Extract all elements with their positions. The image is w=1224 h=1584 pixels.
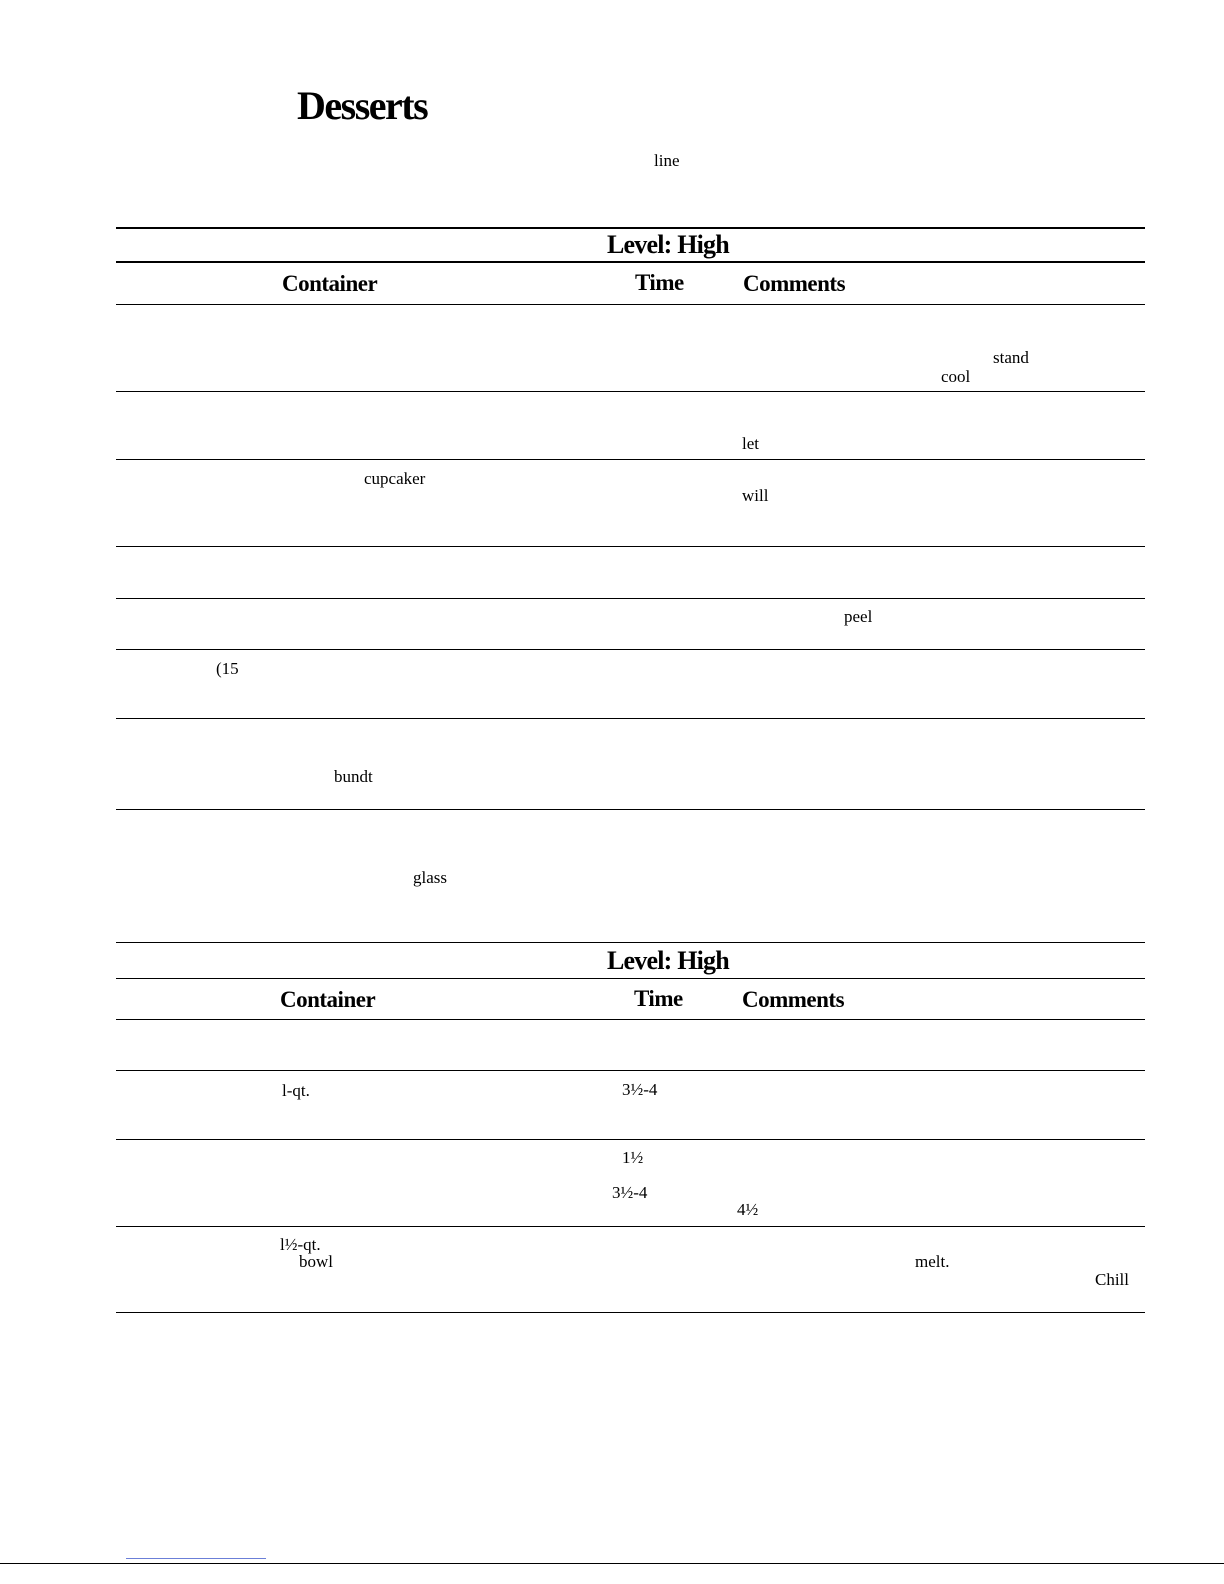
section1-header-rule xyxy=(116,304,1145,305)
table-row-divider xyxy=(116,1139,1145,1140)
table-cell-fragment: stand xyxy=(993,348,1029,367)
table-row-divider xyxy=(116,546,1145,547)
table-cell-fragment: l-qt. xyxy=(282,1081,310,1100)
table-cell-fragment: 3½-4 xyxy=(612,1183,648,1202)
section1-header-time: Time xyxy=(635,270,684,295)
table-row-divider xyxy=(116,809,1145,810)
table-row-divider xyxy=(116,391,1145,392)
section1-header-comments: Comments xyxy=(743,271,846,296)
table-cell-fragment: bowl xyxy=(299,1252,333,1271)
table-cell-fragment: Chill xyxy=(1095,1270,1130,1289)
table-bottom-rule xyxy=(116,1312,1145,1313)
section2-header-rule xyxy=(116,1019,1145,1020)
table-cell-fragment: cupcaker xyxy=(364,469,426,488)
table-row-divider xyxy=(116,1226,1145,1227)
table-cell-fragment: glass xyxy=(413,868,447,887)
table-cell-fragment: 4½ xyxy=(737,1200,759,1219)
table-row-divider xyxy=(116,459,1145,460)
section1-title: Level: High xyxy=(607,230,729,259)
table-row-divider xyxy=(116,598,1145,599)
section2-title-rule xyxy=(116,978,1145,979)
table-cell-fragment: cool xyxy=(941,367,971,386)
section1-header-container: Container xyxy=(282,271,378,296)
table-row-divider xyxy=(116,649,1145,650)
section1-top-rule xyxy=(116,227,1145,229)
section2-top-rule xyxy=(116,942,1145,943)
table-cell-fragment: 3½-4 xyxy=(622,1080,658,1099)
section2-header-container: Container xyxy=(280,987,376,1012)
table-cell-fragment: will xyxy=(742,486,769,505)
table-cell-fragment: let xyxy=(742,434,759,453)
table-cell-fragment: bundt xyxy=(334,767,373,786)
table-cell-fragment: 1½ xyxy=(622,1148,644,1167)
page-title: Desserts xyxy=(297,83,428,128)
footer-rule xyxy=(0,1563,1224,1564)
table-cell-fragment: peel xyxy=(844,607,873,626)
section1-title-rule xyxy=(116,261,1145,263)
footer-link-underline xyxy=(126,1558,266,1559)
table-cell-fragment: l½-qt. xyxy=(280,1235,321,1254)
section2-title: Level: High xyxy=(607,946,729,975)
section2-header-time: Time xyxy=(634,986,683,1011)
intro-fragment: line xyxy=(654,151,680,170)
section2-header-comments: Comments xyxy=(742,987,845,1012)
table-row-divider xyxy=(116,718,1145,719)
table-cell-fragment: melt. xyxy=(915,1252,950,1271)
table-cell-fragment: (15 xyxy=(216,659,239,678)
table-row-divider xyxy=(116,1070,1145,1071)
